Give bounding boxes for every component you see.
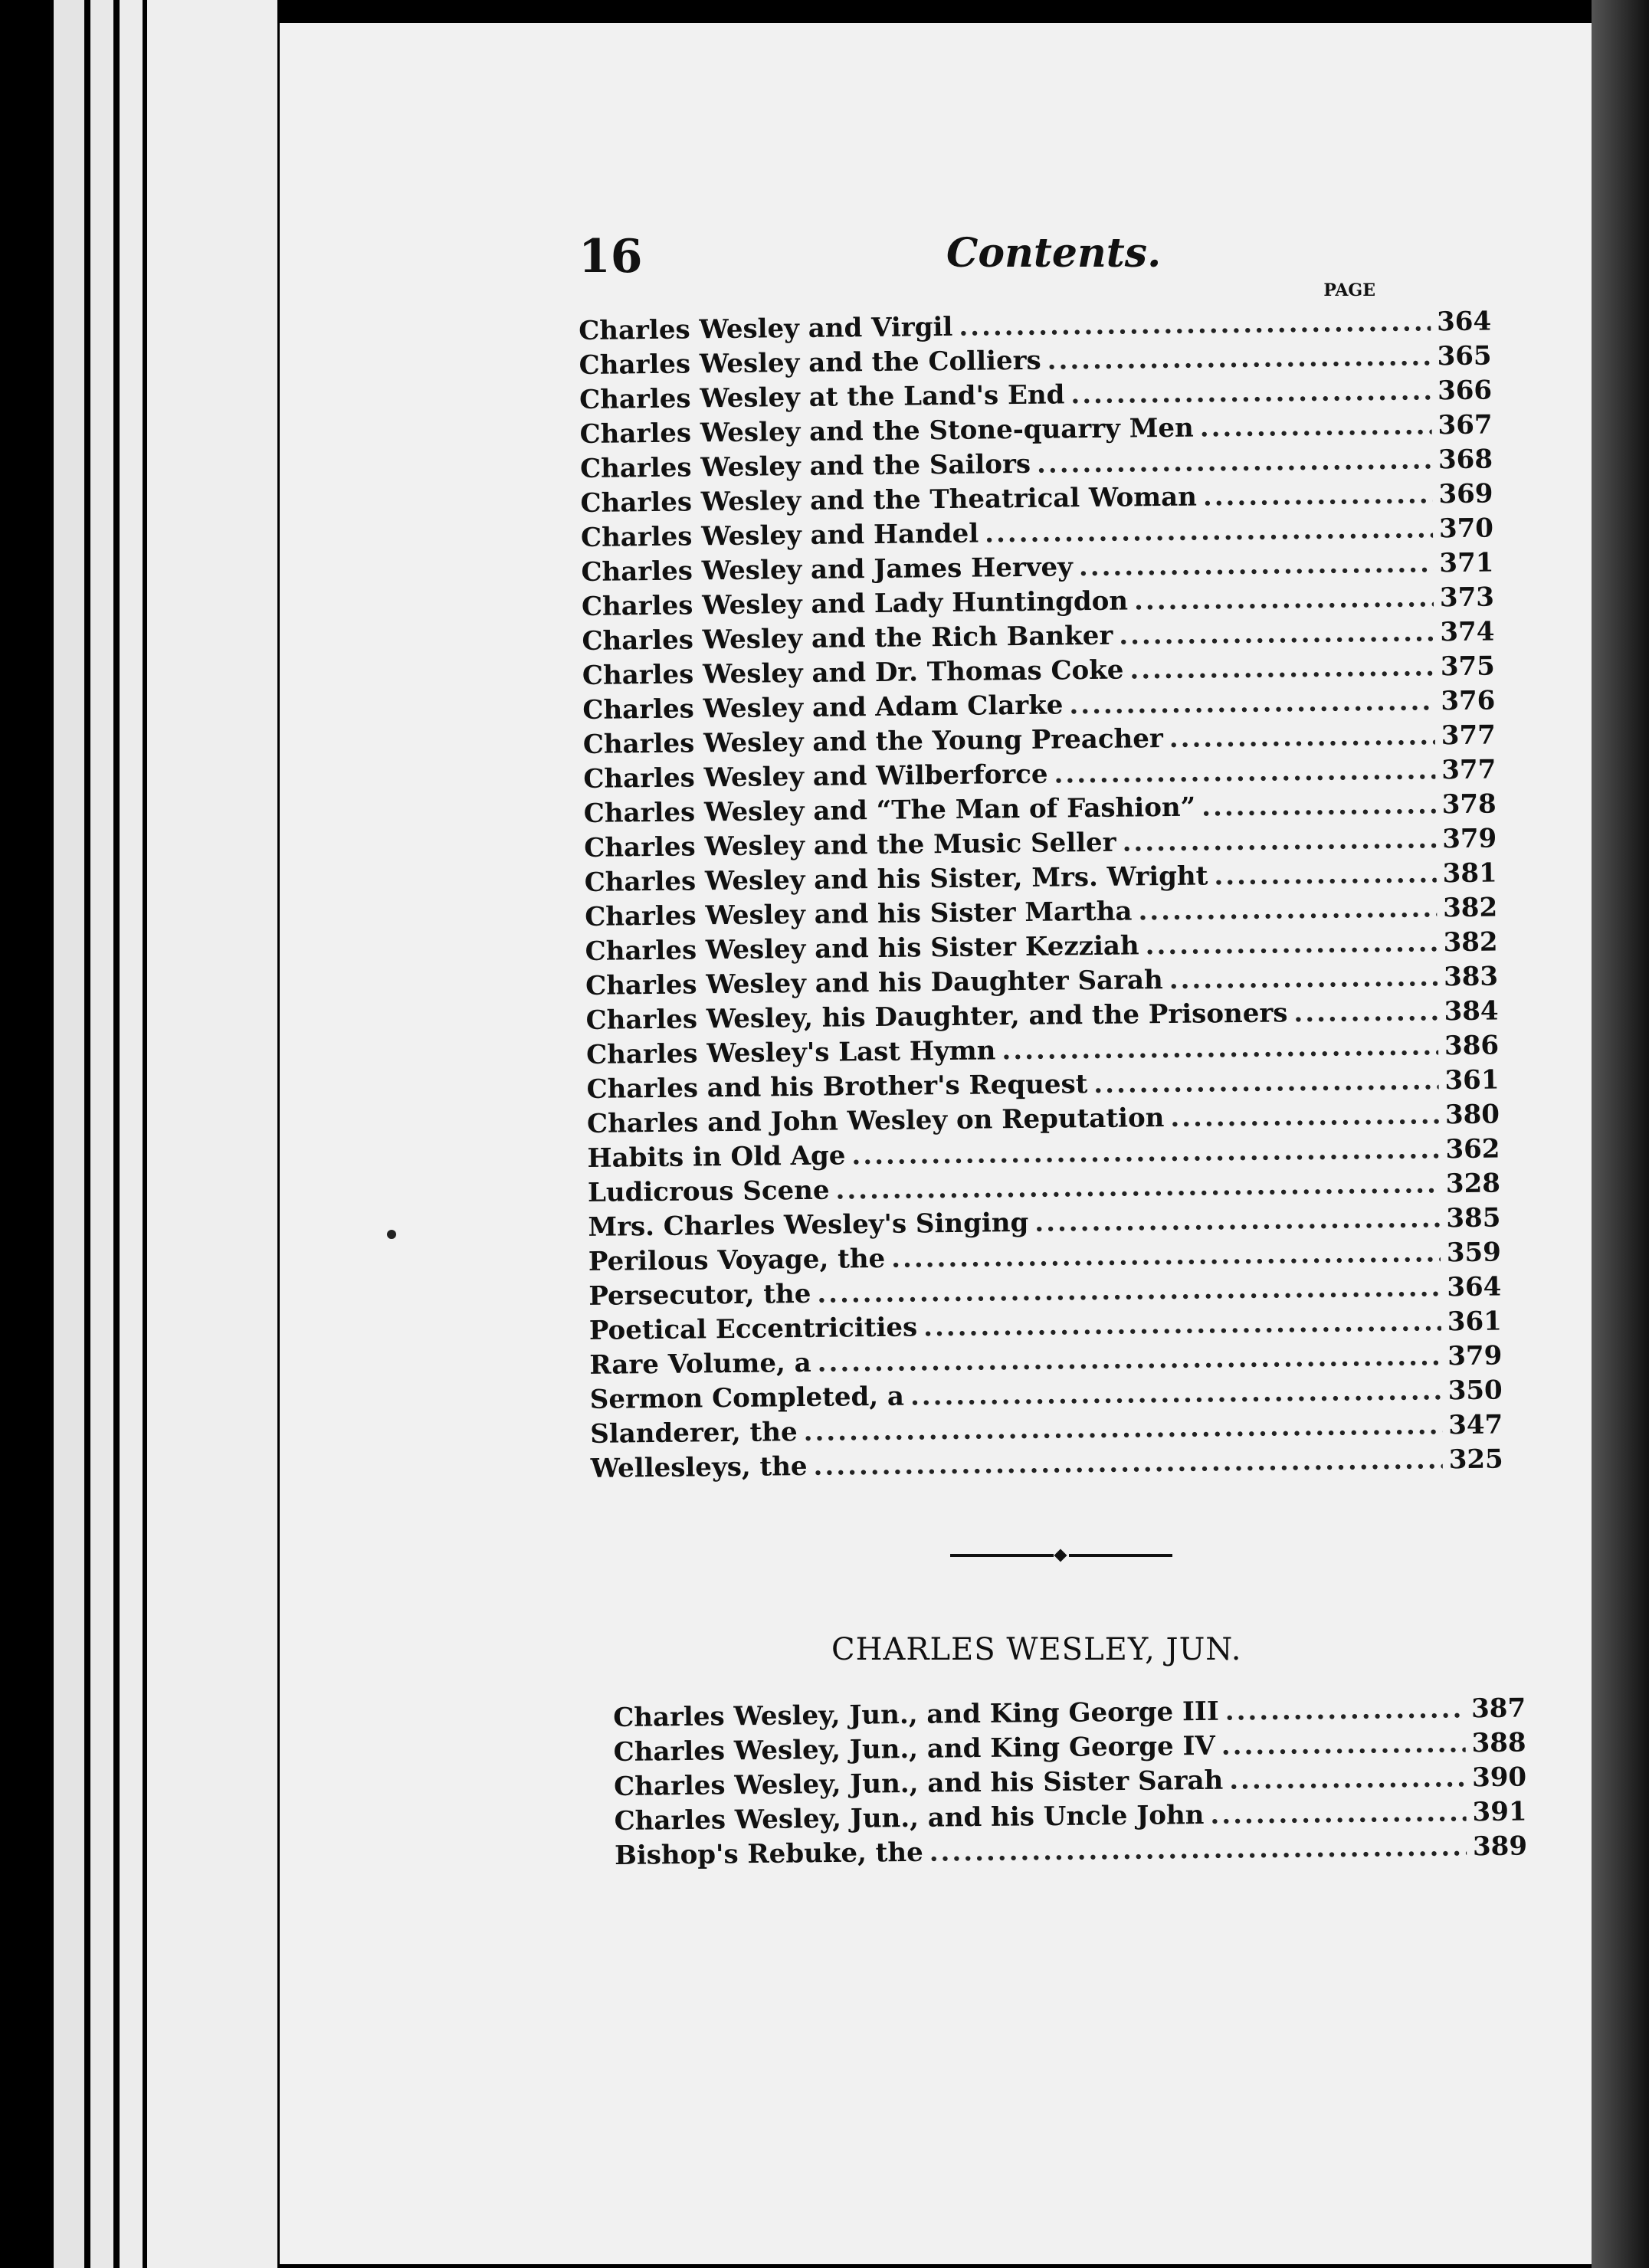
toc-entry-title: Rare Volume, a: [589, 1347, 811, 1381]
toc-entry-title: Charles and John Wesley on Reputation: [586, 1103, 1165, 1139]
dot-leader: [1069, 686, 1434, 720]
dot-leader: [1214, 858, 1437, 891]
ink-speck: [387, 1230, 396, 1239]
dot-leader: [851, 1134, 1439, 1171]
toc-entry-title: Bishop's Rebuke, the: [614, 1837, 923, 1871]
toc-entry-page: 328: [1445, 1168, 1501, 1200]
dot-leader: [835, 1168, 1440, 1205]
toc-entry-page: 370: [1438, 513, 1494, 545]
dot-leader: [817, 1272, 1441, 1309]
toc-entry-page: 325: [1448, 1444, 1503, 1476]
toc-entry-page: 378: [1441, 788, 1497, 821]
toc-entry-title: Mrs. Charles Wesley's Singing: [588, 1207, 1029, 1243]
toc-entry-page: 381: [1442, 857, 1497, 890]
toc-entry-page: 390: [1471, 1762, 1527, 1794]
toc-entry-title: Charles Wesley at the Land's End: [579, 379, 1065, 415]
toc-entry-title: Charles Wesley, Jun., and his Sister Sarah: [613, 1765, 1224, 1802]
dot-leader: [929, 1831, 1467, 1867]
toc-entry-page: 369: [1438, 478, 1493, 510]
toc-entry-page: 366: [1437, 375, 1493, 407]
dot-leader: [1122, 824, 1436, 857]
toc-entry-title: Poetical Eccentricities: [588, 1312, 918, 1346]
dot-leader: [813, 1444, 1443, 1482]
page-edge: [54, 0, 84, 2268]
toc-entry-page: 384: [1444, 995, 1499, 1027]
toc-entry-title: Charles Wesley and his Sister Martha: [585, 896, 1133, 932]
dot-leader: [1079, 548, 1434, 582]
divider-diamond-icon: [1054, 1549, 1067, 1562]
dot-leader: [1134, 582, 1434, 616]
toc-entry-title: Habits in Old Age: [587, 1140, 846, 1174]
dot-leader: [1203, 479, 1433, 512]
toc-entry-title: Charles and his Brother's Request: [586, 1069, 1088, 1105]
dot-leader: [1070, 375, 1431, 410]
toc-entry-page: 385: [1446, 1202, 1501, 1234]
toc-entry-page: 350: [1447, 1375, 1503, 1407]
table-of-contents: [579, 306, 1503, 1488]
toc-entry-title: Charles Wesley, Jun., and his Uncle John: [614, 1799, 1205, 1837]
dot-leader: [1054, 755, 1435, 789]
toc-entry-title: Charles Wesley and Dr. Thomas Coke: [582, 654, 1124, 691]
toc-entry-title: Charles Wesley, Jun., and King George III: [613, 1696, 1219, 1733]
toc-entry-page: 347: [1448, 1409, 1503, 1441]
dot-leader: [923, 1306, 1441, 1342]
dot-leader: [1047, 341, 1431, 375]
toc-entry-page: 387: [1470, 1693, 1526, 1725]
dot-leader: [1138, 893, 1437, 926]
toc-entry-title: Persecutor, the: [588, 1278, 811, 1312]
dot-leader: [1229, 1762, 1466, 1795]
toc-entry-page: 379: [1447, 1340, 1503, 1372]
dot-leader: [1119, 617, 1434, 651]
running-title: Contents.: [946, 230, 1162, 277]
toc-entry-title: Charles Wesley and the Rich Banker: [582, 620, 1113, 657]
toc-entry-title: Charles Wesley and Adam Clarke: [582, 690, 1064, 726]
toc-entry-title: Charles Wesley and his Daughter Sarah: [585, 965, 1163, 1001]
table-of-contents-jun: [613, 1693, 1528, 1875]
toc-entry-title: Charles Wesley and his Sister Kezziah: [585, 930, 1139, 967]
dot-leader: [817, 1341, 1441, 1378]
toc-entry-page: 374: [1440, 616, 1495, 648]
dot-leader: [959, 306, 1431, 342]
toc-entry-title: Charles Wesley, his Daughter, and the Prisoners: [585, 998, 1288, 1036]
toc-entry-page: 388: [1471, 1727, 1526, 1759]
toc-entry-title: Charles Wesley and the Music Seller: [584, 827, 1116, 864]
toc-entry-page: 361: [1444, 1064, 1500, 1096]
section-divider-ornament: [950, 1551, 1172, 1560]
toc-entry-page: 379: [1442, 823, 1497, 855]
toc-entry-page: 377: [1441, 754, 1497, 786]
toc-entry-page: 382: [1443, 926, 1498, 959]
toc-entry-title: Charles Wesley and the Young Preacher: [582, 723, 1164, 760]
page-number: 16: [579, 230, 643, 284]
dot-leader: [891, 1237, 1441, 1274]
divider-line: [1069, 1554, 1172, 1557]
toc-entry-title: Charles Wesley and the Colliers: [579, 345, 1041, 381]
toc-entry-page: 373: [1439, 582, 1495, 614]
toc-entry-title: Charles Wesley and Virgil: [579, 311, 953, 346]
toc-entry-page: 377: [1441, 719, 1496, 752]
page-column-label: PAGE: [1323, 280, 1375, 300]
toc-entry-page: 359: [1446, 1237, 1502, 1269]
section-heading: CHARLES WESLEY, JUN.: [831, 1632, 1242, 1667]
toc-entry-title: Ludicrous Scene: [587, 1175, 830, 1208]
binding-shadow: [1592, 0, 1649, 2268]
toc-entry-title: Charles Wesley and Wilberforce: [583, 759, 1048, 795]
dot-leader: [1221, 1728, 1466, 1761]
dot-leader: [1169, 962, 1438, 995]
toc-entry-page: 380: [1444, 1099, 1500, 1131]
dot-leader: [1034, 1203, 1441, 1238]
toc-entry-page: 364: [1436, 306, 1492, 338]
dot-leader: [910, 1375, 1442, 1411]
toc-entry-title: Charles Wesley and James Hervey: [581, 552, 1074, 588]
page-header: [579, 230, 1375, 300]
toc-entry-page: 368: [1438, 444, 1493, 476]
dot-leader: [985, 513, 1433, 549]
toc-entry-page: 386: [1444, 1030, 1500, 1062]
page-edge: [120, 0, 143, 2268]
dot-leader: [803, 1410, 1442, 1447]
toc-entry-page: 383: [1443, 961, 1499, 993]
toc-entry-page: 364: [1447, 1271, 1502, 1303]
page-edge: [90, 0, 113, 2268]
dot-leader: [1170, 1100, 1439, 1133]
toc-entry-title: Charles Wesley's Last Hymn: [585, 1035, 996, 1070]
toc-entry-title: Charles Wesley and the Theatrical Woman: [580, 481, 1198, 519]
dot-leader: [1037, 444, 1432, 479]
dot-leader: [1093, 1065, 1439, 1100]
dot-leader: [1202, 789, 1436, 822]
dot-leader: [1210, 1797, 1467, 1830]
toc-entry-title: Wellesleys, the: [590, 1450, 808, 1484]
toc-entry-title: Charles Wesley and Handel: [580, 518, 979, 553]
divider-line: [950, 1554, 1054, 1557]
dot-leader: [1169, 720, 1435, 754]
toc-entry-title: Charles Wesley and “The Man of Fashion”: [583, 792, 1196, 829]
toc-entry-page: 391: [1472, 1796, 1527, 1828]
toc-entry-title: Charles Wesley and the Stone-quarry Men: [579, 412, 1194, 450]
toc-entry-page: 375: [1440, 651, 1496, 683]
toc-entry-page: 389: [1472, 1830, 1528, 1863]
toc-entry-title: Charles Wesley and his Sister, Mrs. Wright: [584, 860, 1208, 898]
dot-leader: [1145, 927, 1437, 961]
toc-entry-page: 365: [1437, 340, 1492, 372]
toc-entry-title: Sermon Completed, a: [589, 1381, 905, 1415]
toc-entry-page: 362: [1445, 1133, 1500, 1165]
toc-entry-page: 376: [1441, 685, 1496, 717]
dot-leader: [1225, 1693, 1466, 1726]
toc-entry-page: 367: [1438, 409, 1493, 441]
dot-leader: [1129, 651, 1434, 685]
toc-entry-title: Charles Wesley and the Sailors: [579, 448, 1031, 484]
dot-leader: [1200, 410, 1432, 443]
toc-entry-title: Slanderer, the: [590, 1417, 798, 1450]
toc-entry-page: 361: [1447, 1306, 1503, 1338]
toc-entry-title: Charles Wesley and Lady Huntingdon: [581, 585, 1129, 622]
dot-leader: [1002, 1031, 1438, 1066]
toc-entry-title: Perilous Voyage, the: [588, 1243, 886, 1277]
toc-entry-title: Charles Wesley, Jun., and King George IV: [613, 1730, 1215, 1768]
dot-leader: [1293, 996, 1438, 1028]
toc-entry-page: 382: [1442, 892, 1498, 924]
toc-entry-page: 371: [1439, 547, 1494, 579]
page-edge: [147, 0, 277, 2268]
